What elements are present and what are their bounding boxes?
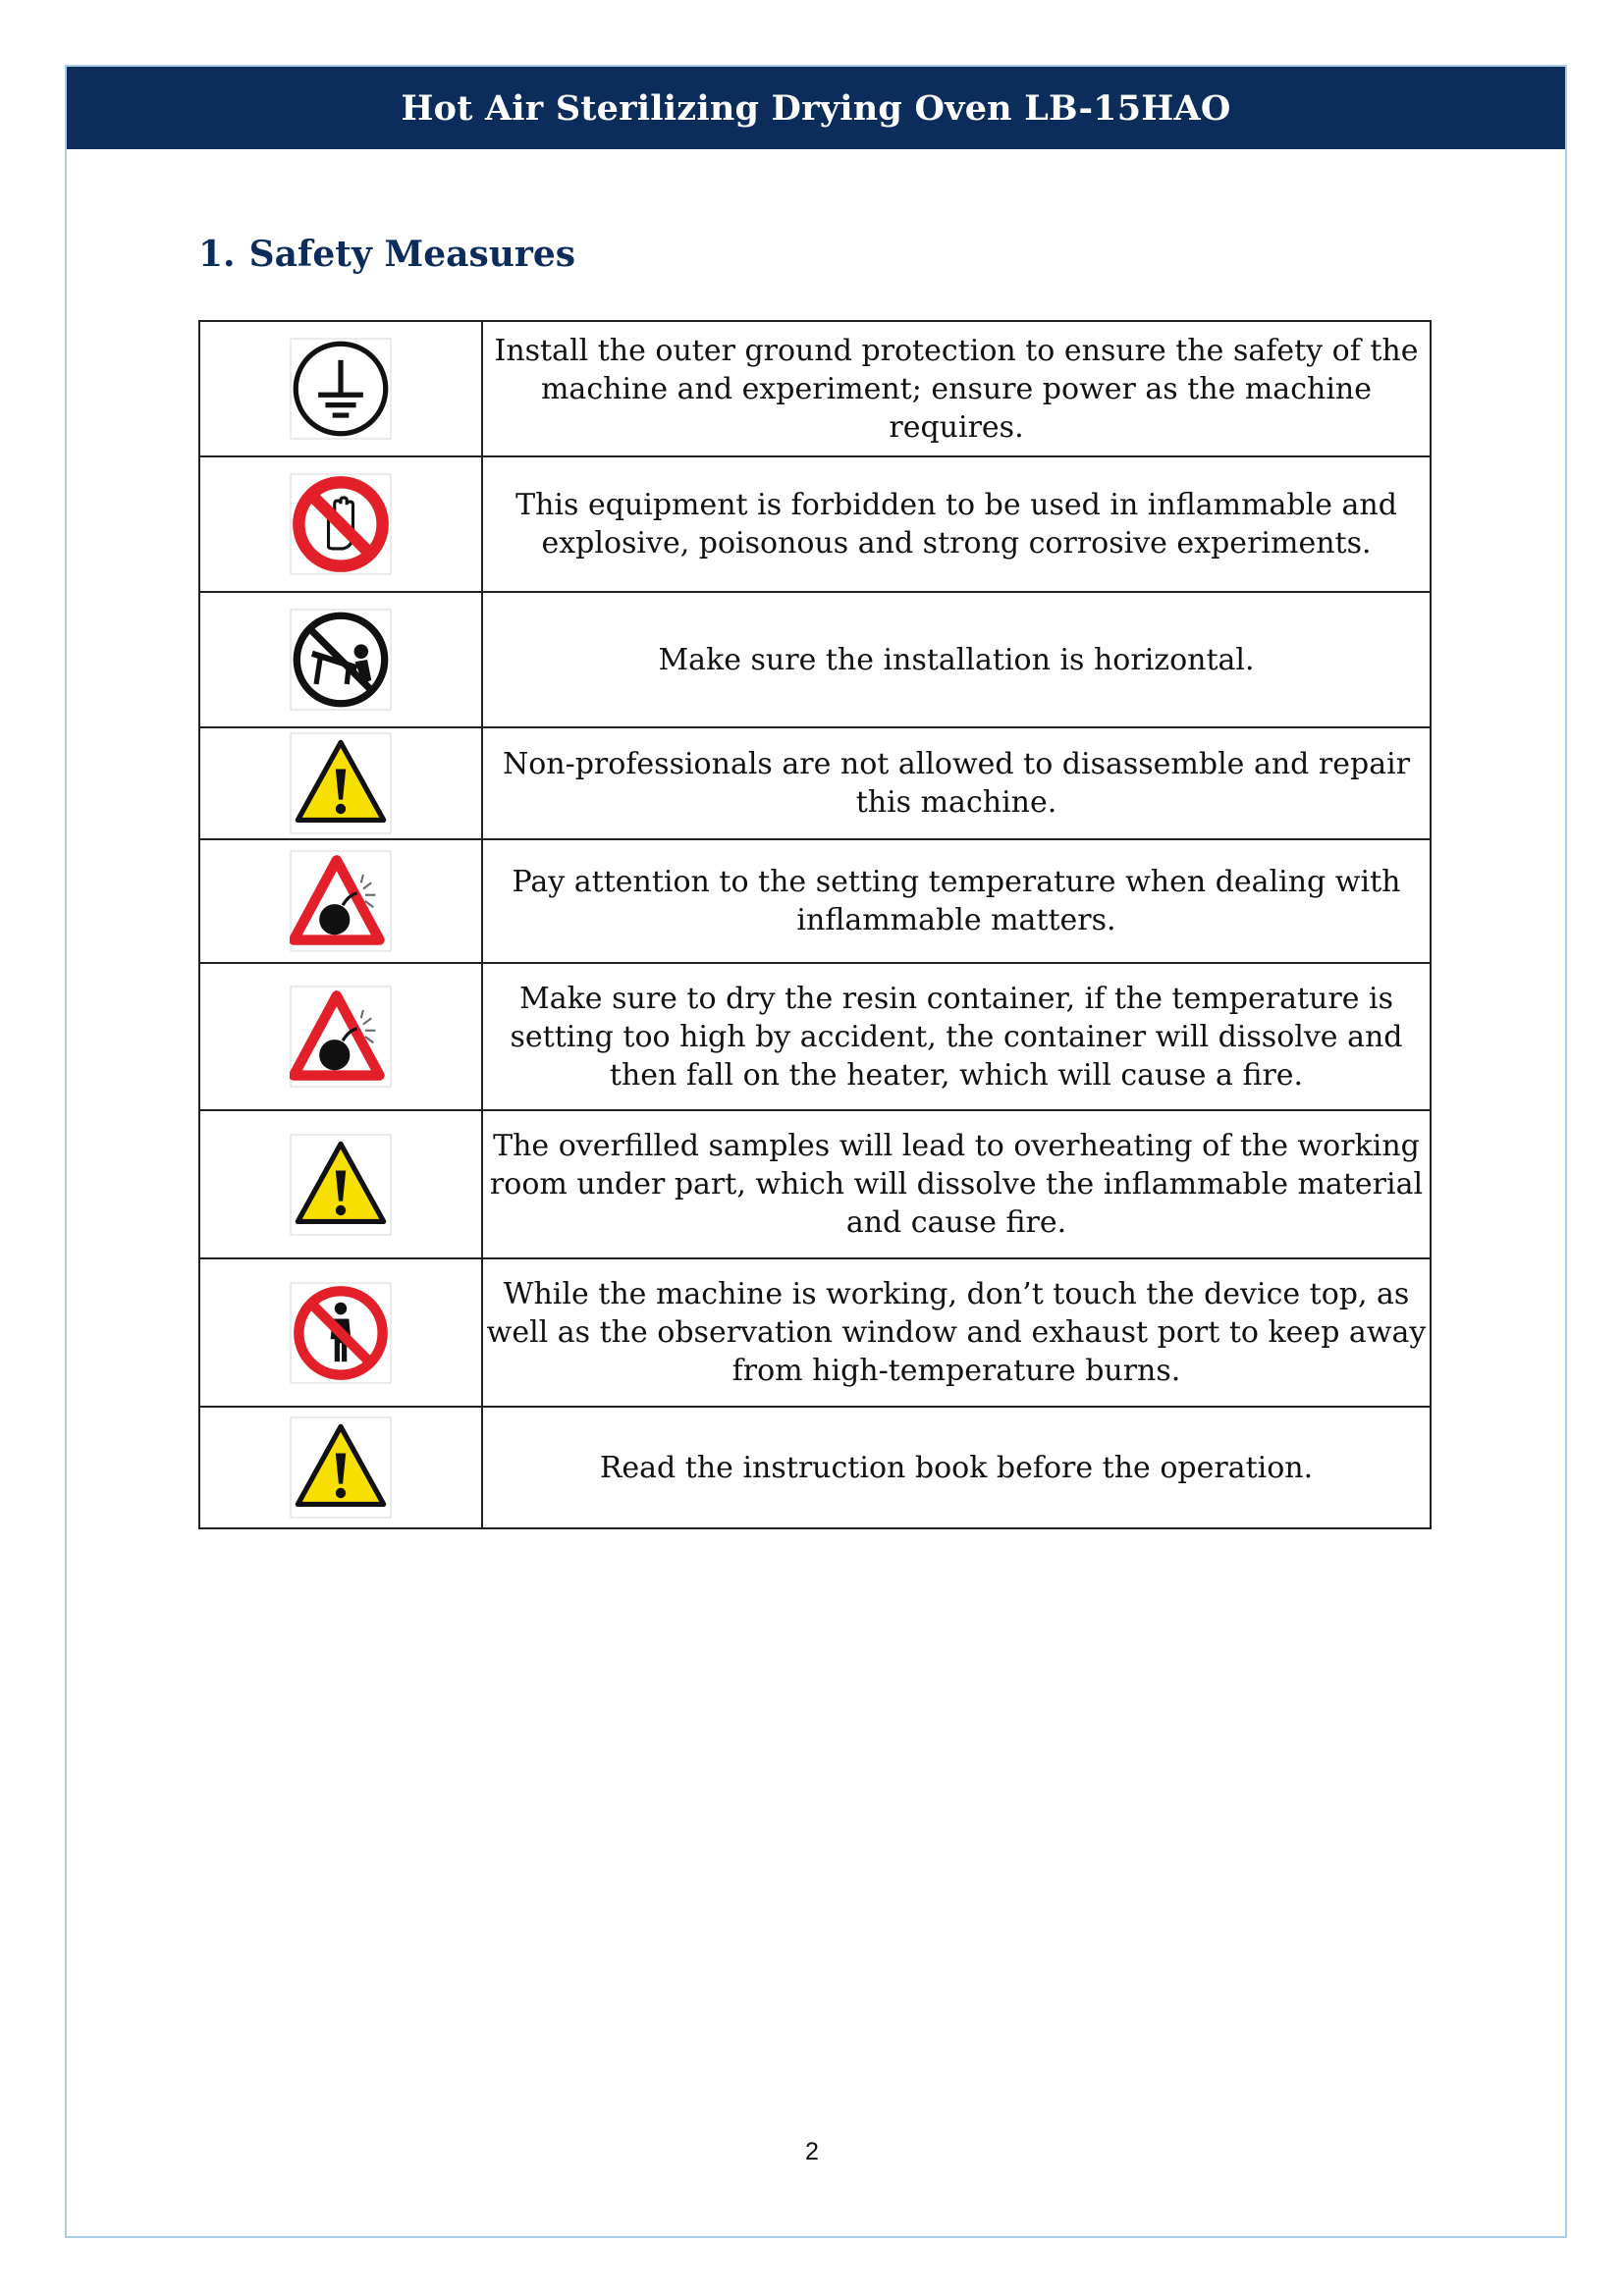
safety-row: [199, 1110, 1431, 1258]
warning-triangle-icon: [290, 1416, 392, 1519]
safety-row: [199, 1258, 1431, 1407]
explosive-warning-icon: [290, 850, 392, 952]
safety-icon-cell: [199, 727, 482, 839]
ground-symbol-icon: [290, 338, 392, 440]
safety-row: [199, 321, 1431, 456]
safety-icon-cell: [199, 1407, 482, 1528]
section-number: 1.: [198, 234, 236, 275]
safety-row: [199, 592, 1431, 727]
safety-row: [199, 727, 1431, 839]
section-title: Safety Measures: [248, 234, 576, 275]
warning-triangle-icon: [290, 732, 392, 834]
safety-instruction-text: This equipment is forbidden to be used in inflammable and explosive, poisonous and strong corrosive experiments.: [482, 456, 1431, 592]
safety-instruction-text: Non-professionals are not allowed to disassemble and repair this machine.: [482, 727, 1431, 839]
safety-icon-cell: [199, 592, 482, 727]
safety-icon-cell: [199, 839, 482, 963]
safety-row: [199, 963, 1431, 1110]
explosive-warning-icon: [290, 986, 392, 1088]
safety-icon-cell: [199, 963, 482, 1110]
no-person-icon: [290, 1282, 392, 1384]
safety-table: [198, 320, 1432, 1529]
safety-icon-cell: [199, 321, 482, 456]
safety-instruction-text: Pay attention to the setting temperature when dealing with inflammable matters.: [482, 839, 1431, 963]
safety-instruction-text: The overfilled samples will lead to overheating of the working room under part, which will dissolve the inflammable material and cause fire.: [482, 1110, 1431, 1258]
safety-row: [199, 456, 1431, 592]
safety-icon-cell: [199, 1110, 482, 1258]
header-bar: [67, 67, 1565, 149]
section-heading: [198, 234, 575, 275]
safety-table-body: [199, 321, 1431, 1528]
safety-instruction-text: Make sure the installation is horizontal.: [482, 592, 1431, 727]
safety-row: [199, 1407, 1431, 1528]
safety-instruction-text: Install the outer ground protection to ensure the safety of the machine and experiment; ensure power as the machine requires.: [482, 321, 1431, 456]
safety-icon-cell: [199, 456, 482, 592]
warning-triangle-icon: [290, 1134, 392, 1236]
safety-instruction-text: Read the instruction book before the operation.: [482, 1407, 1431, 1528]
page-number: 2: [805, 2138, 819, 2165]
no-tilt-icon: [290, 609, 392, 711]
safety-instruction-text: Make sure to dry the resin container, if the temperature is setting too high by accident, the container will dissolve and then fall on the heater, which will cause a fire.: [482, 963, 1431, 1110]
no-touch-hand-icon: [290, 473, 392, 575]
safety-row: [199, 839, 1431, 963]
safety-instruction-text: While the machine is working, don’t touch the device top, as well as the observation window and exhaust port to keep away from high-temperature burns.: [482, 1258, 1431, 1407]
document-title: Hot Air Sterilizing Drying Oven LB-15HAO: [401, 87, 1231, 129]
safety-icon-cell: [199, 1258, 482, 1407]
